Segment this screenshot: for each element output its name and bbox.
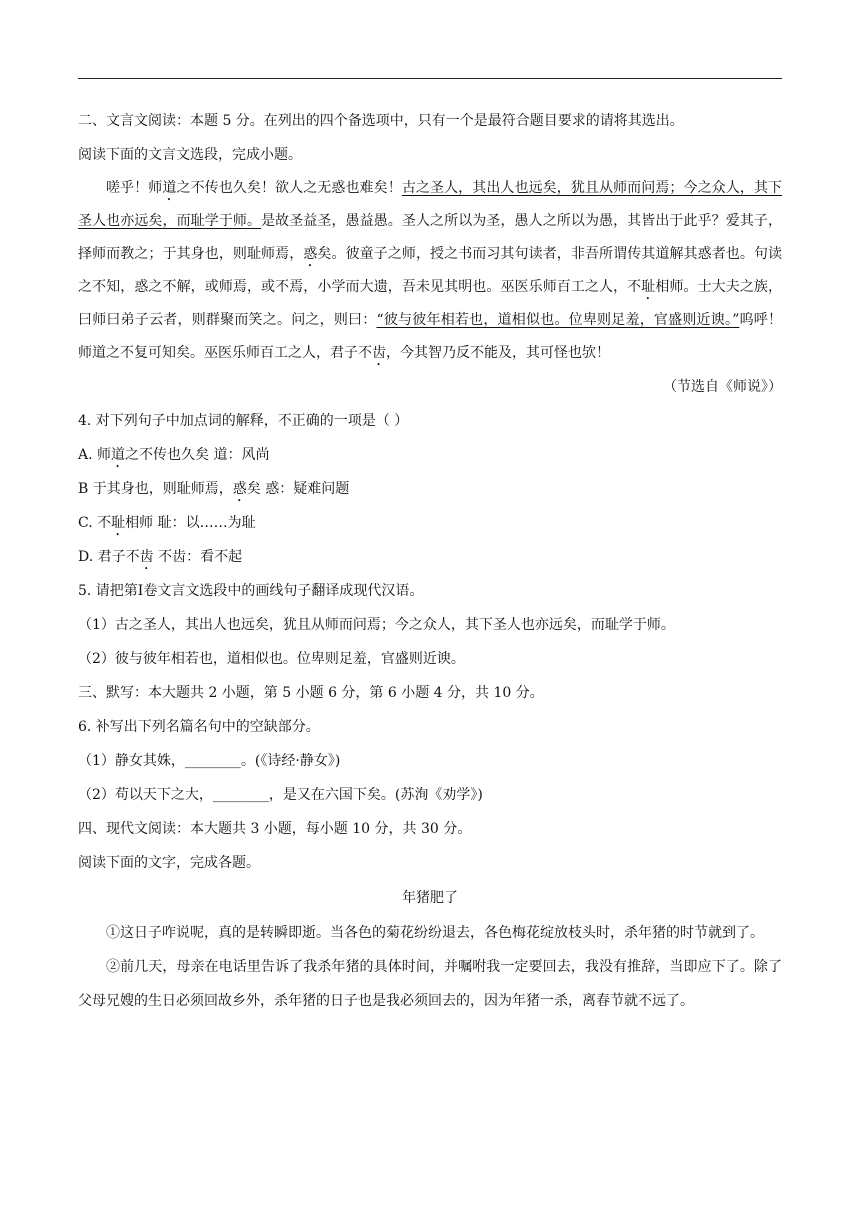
classical-passage: 嗟乎！师道之不传也久矣！欲人之无惑也难矣！古之圣人，其出人也远矣，犹且从师而问焉；今之众人，其下圣人也亦远矣，而耻学于师。是故圣益圣，愚益愚。圣人之所以为圣，愚人之所以为愚，其皆出于此乎？爱其子，择师而教之；于其身也，则耻师焉，惑矣。彼童子之师，授之书而习其句读者，非吾所谓传其道解其惑者也。句读之不知，惑之不解，或师焉，或不焉，小学而大遗，吾未见其明也。巫医乐师百工之人，不耻相师。士大夫之族，曰师曰弟子云者，则群聚而笑之。问之，则曰：“彼与彼年相若也，道相似也。位卑则足羞，官盛则近谀。”呜呼！师道之不复可知矣。巫医乐师百工之人，君子不齿，今其智乃反不能及，其可怪也欤！ (78, 180, 783, 361)
document-page (78, 104, 782, 1018)
section4-instruction: 阅读下面的文字，完成各题。 (78, 855, 260, 871)
q4-option-c: C. 不耻相师 耻：以……为耻 (78, 515, 256, 531)
article-paragraph-1: ①这日子咋说呢，真的是转瞬即逝。当各色的菊花纷纷退去，各色梅花绽放枝头时，杀年猪的时节就到了。 (106, 925, 764, 941)
section2-heading: 二、文言文阅读：本题 5 分。在列出的四个备选项中，只有一个是最符合题目要求的请将其选出。 (78, 113, 684, 129)
section4-heading: 四、现代文阅读：本大题共 3 小题，每小题 10 分，共 30 分。 (78, 821, 472, 837)
q4-option-b: B 于其身也，则耻师焉，惑矣 惑：疑难问题 (78, 481, 350, 497)
q5-item-1: （1）古之圣人，其出人也远矣，犹且从师而问焉；今之众人，其下圣人也亦远矣，而耻学于师。 (78, 617, 675, 633)
article-title: 年猪肥了 (402, 890, 458, 906)
underlined-sentence-1: 古之圣人，其出人也远矣，犹且从师而问焉；今之众人，其下圣人也亦远矣，而耻学于师。 (78, 180, 783, 229)
q5-item-2: （2）彼与彼年相若也，道相似也。位卑则足羞，官盛则近谀。 (78, 651, 465, 667)
q4-option-d: D. 君子不齿 不齿：看不起 (78, 549, 243, 565)
q4-stem: 4. 对下列句子中加点词的解释，不正确的一项是（ ） (78, 413, 409, 429)
underlined-sentence-2: “彼与彼年相若也，道相似也。位卑则足羞，官盛则近谀。” (376, 312, 740, 328)
header-rule (78, 78, 782, 79)
q6-item-1: （1）静女其姝，________。(《诗经·静女》) (78, 753, 341, 769)
passage-source: （节选自《师说》） (663, 379, 782, 395)
article-paragraph-2: ②前几天，母亲在电话里告诉了我杀年猪的具体时间，并嘱咐我一定要回去，我没有推辞，当即应下了。除了父母兄嫂的生日必须回故乡外，杀年猪的日子也是我必须回去的，因为年猪一杀，离春节就不远了。 (78, 959, 782, 1009)
q6-item-2: （2）苟以天下之大，________，是又在六国下矣。(苏洵《劝学》) (78, 787, 483, 803)
section3-heading: 三、默写：本大题共 2 小题，第 5 小题 6 分，第 6 小题 4 分，共 10 分。 (78, 685, 544, 701)
q5-stem: 5. 请把第Ⅰ卷文言文选段中的画线句子翻译成现代汉语。 (78, 583, 424, 599)
section2-instruction: 阅读下面的文言文选段，完成小题。 (78, 147, 302, 163)
q4-option-a: A. 师道之不传也久矣 道：风尚 (78, 447, 270, 463)
q6-stem: 6. 补写出下列名篇名句中的空缺部分。 (78, 719, 320, 735)
